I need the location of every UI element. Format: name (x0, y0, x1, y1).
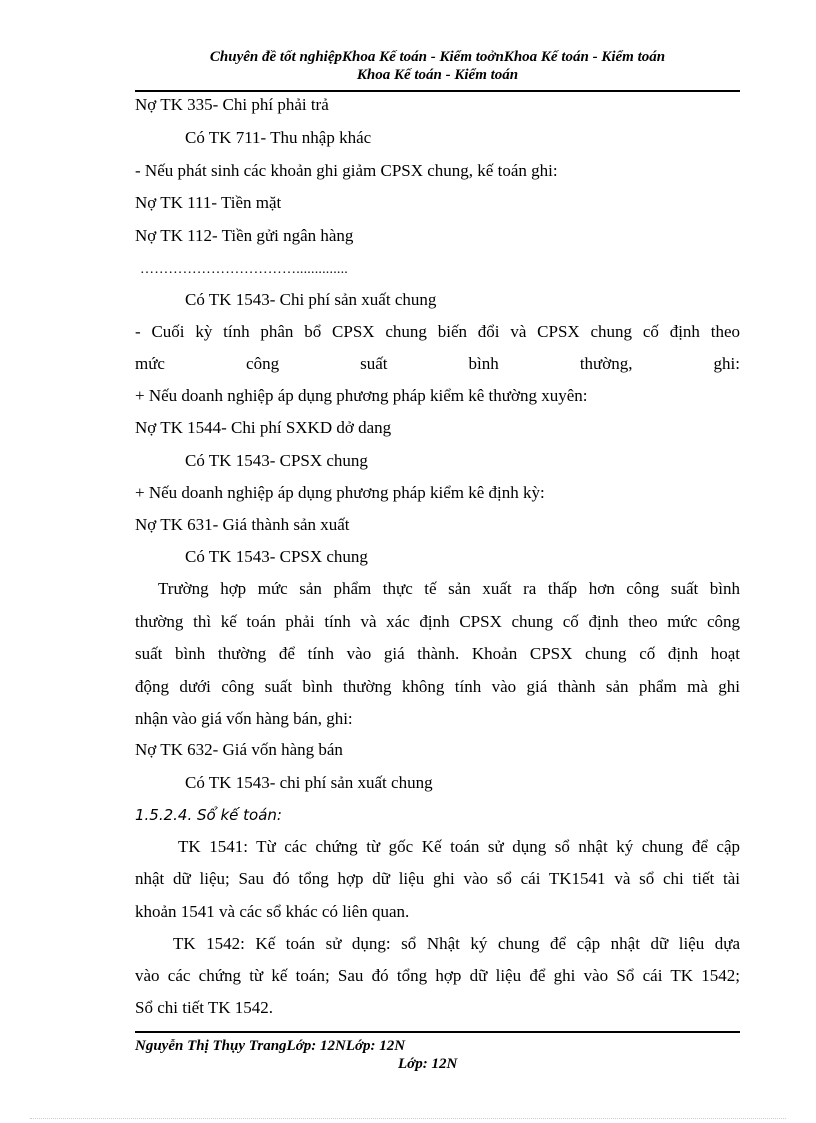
paragraph-3-line-1: TK 1542: Kế toán sử dụng: sổ Nhật ký chung để cập nhật dữ liệu dựa (173, 934, 740, 953)
header-line-2: Khoa Kế toán - Kiểm toán (356, 67, 519, 83)
entry-debit-1544: Nợ TK 1544- Chi phí SXKD dở dang (135, 418, 392, 437)
text-reduction-note: - Nếu phát sinh các khoản ghi giảm CPSX chung, kế toán ghi: (135, 161, 558, 180)
page-bottom-border (30, 1118, 786, 1119)
paragraph-1-line-5: nhận vào giá vốn hàng bán, ghi: (135, 709, 353, 728)
paragraph-1-line-1: Trường hợp mức sản phẩm thực tế sản xuất ra thấp hơn công suất bình (158, 579, 740, 598)
entry-credit-1543-a: Có TK 1543- Chi phí sản xuất chung (185, 290, 437, 309)
footer-divider (135, 1031, 740, 1033)
paragraph-2-line-2: nhật dữ liệu; Sau đó tổng hợp dữ liệu ghi vào sổ cái TK1541 và sổ chi tiết tài (135, 869, 740, 888)
entry-credit-711: Có TK 711- Thu nhập khác (185, 128, 372, 147)
footer-line-2: Lớp: 12N (398, 1056, 458, 1072)
page-header (135, 48, 740, 84)
entry-debit-112: Nợ TK 112- Tiền gửi ngân hàng (135, 226, 354, 245)
text-allocation-line-2: mức công suất bình thường, ghi: (135, 354, 740, 373)
ellipsis-dots: …………………………….............. (140, 262, 348, 277)
entry-debit-631: Nợ TK 631- Giá thành sản xuất (135, 515, 350, 534)
header-divider (135, 90, 740, 92)
paragraph-3-line-2: vào các chứng từ kế toán; Sau đó tổng hợp dữ liệu để ghi vào Sổ cái TK 1542; (135, 966, 740, 985)
paragraph-3-line-3: Sổ chi tiết TK 1542. (135, 998, 274, 1017)
footer-line-1: Nguyễn Thị Thụy TrangLớp: 12NLớp: 12N (135, 1038, 406, 1054)
paragraph-1-line-3: suất bình thường để tính vào giá thành. Khoản CPSX chung cố định hoạt (135, 644, 740, 663)
entry-credit-1543-d: Có TK 1543- chi phí sản xuất chung (185, 773, 433, 792)
paragraph-2-line-3: khoản 1541 và các sổ khác có liên quan. (135, 902, 410, 921)
paragraph-1-line-2: thường thì kế toán phải tính và xác định CPSX chung cố định theo mức công (135, 612, 740, 631)
entry-debit-111: Nợ TK 111- Tiền mặt (135, 193, 282, 212)
section-heading: 1.5.2.4. Sổ kế toán: (135, 806, 282, 824)
paragraph-1-line-4: động dưới công suất bình thường không tính vào giá thành sản phẩm mà ghi (135, 677, 740, 696)
entry-credit-1543-b: Có TK 1543- CPSX chung (185, 451, 368, 470)
text-periodic-method: + Nếu doanh nghiệp áp dụng phương pháp kiểm kê định kỳ: (135, 483, 545, 502)
header-line-1: Chuyên đề tốt nghiệpKhoa Kế toán - Kiểm toởnKhoa Kế toán - Kiểm toán (209, 49, 666, 65)
text-perpetual-method: + Nếu doanh nghiệp áp dụng phương pháp kiểm kê thường xuyên: (135, 386, 588, 405)
entry-debit-632: Nợ TK 632- Giá vốn hàng bán (135, 740, 343, 759)
text-allocation-line-1: - Cuối kỳ tính phân bổ CPSX chung biến đổi và CPSX chung cố định theo (135, 322, 740, 341)
entry-debit-335: Nợ TK 335- Chi phí phải trả (135, 95, 329, 114)
paragraph-2-line-1: TK 1541: Từ các chứng từ gốc Kế toán sử dụng sổ nhật ký chung để cập (178, 837, 740, 856)
entry-credit-1543-c: Có TK 1543- CPSX chung (185, 547, 368, 566)
